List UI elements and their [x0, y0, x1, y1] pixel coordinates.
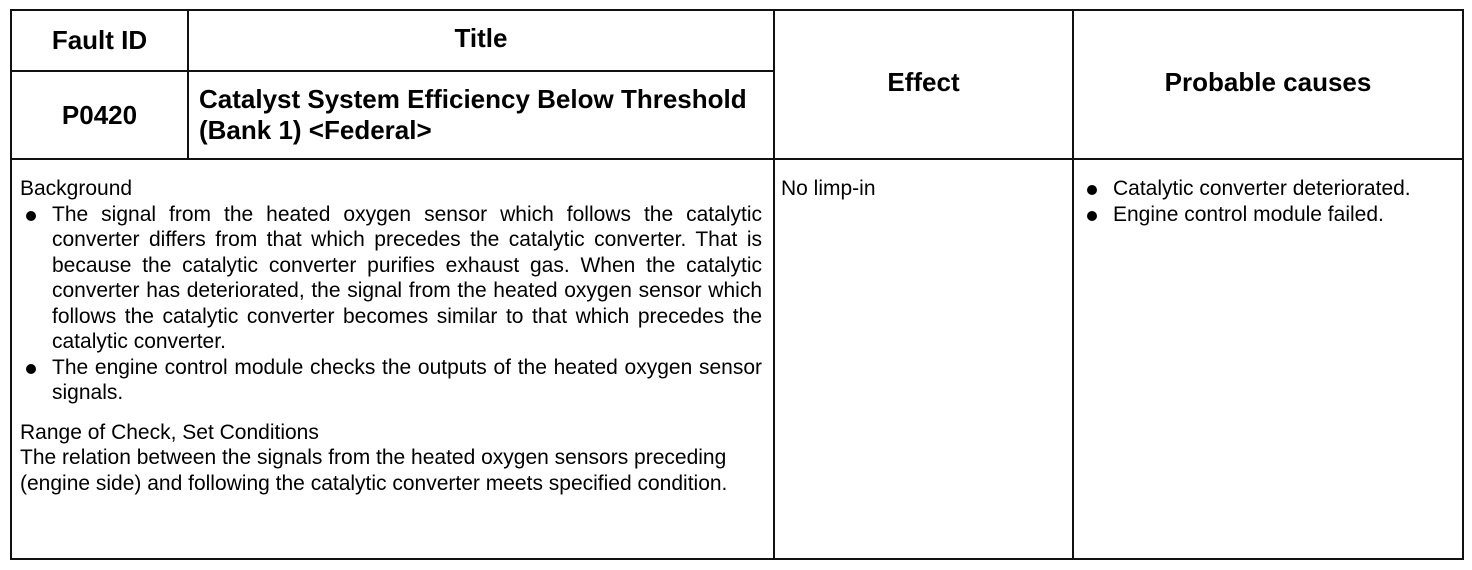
fault-id-header-label: Fault ID [51, 25, 148, 55]
fault-table [10, 9, 1464, 560]
bullet-icon [1087, 185, 1097, 195]
list-item [20, 202, 762, 355]
fault-title-value: Catalyst System Efficiency Below Threshold (Bank 1) <Federal> [199, 84, 747, 145]
cause-1: Catalytic converter deteriorated. [1113, 177, 1411, 200]
range-heading: Range of Check, Set Conditions [20, 420, 319, 444]
fault-id-header [12, 11, 187, 70]
effect-cell [781, 176, 1066, 202]
list-item [1081, 176, 1455, 202]
rule-header-bottom [10, 158, 1464, 160]
title-header-label: Title [454, 23, 508, 53]
causes-header [1074, 11, 1462, 154]
causes-list [1081, 176, 1455, 227]
table-border-right [1462, 9, 1464, 560]
causes-header-label: Probable causes [1164, 67, 1372, 97]
title-header [189, 11, 773, 66]
description-cell [20, 176, 762, 496]
table-border-bottom [10, 558, 1464, 560]
bullet-icon [26, 211, 36, 221]
effect-value: No limp-in [781, 177, 876, 200]
list-item [1081, 202, 1455, 228]
fault-title-cell [189, 72, 773, 158]
bullet-icon [1087, 211, 1097, 221]
effect-header [775, 11, 1072, 154]
cause-2: Engine control module failed. [1113, 202, 1384, 226]
background-bullet-2: The engine control module checks the outputs of the heated oxygen sensor signals. [52, 355, 762, 404]
fault-id-value: P0420 [61, 99, 138, 130]
bullet-icon [26, 364, 36, 374]
background-heading: Background [20, 177, 133, 200]
list-item [20, 355, 762, 406]
background-list [20, 202, 762, 406]
background-bullet-1: The signal from the heated oxygen sensor which follows the catalytic converter differs from that which precedes the catalytic converter. That is because the catalytic converter purifies exhaust gas. When the catalytic converter has deteriorated, the signal from the heated oxygen sensor which follows the catalytic converter becomes similar to that which precedes the catalytic converter. [52, 202, 762, 353]
effect-header-label: Effect [887, 67, 960, 97]
fault-id-cell [12, 72, 187, 158]
causes-cell [1081, 176, 1455, 227]
range-text: The relation between the signals from the heated oxygen sensors preceding (engine side) and following the catalytic converter meets specified condition. [20, 446, 728, 495]
